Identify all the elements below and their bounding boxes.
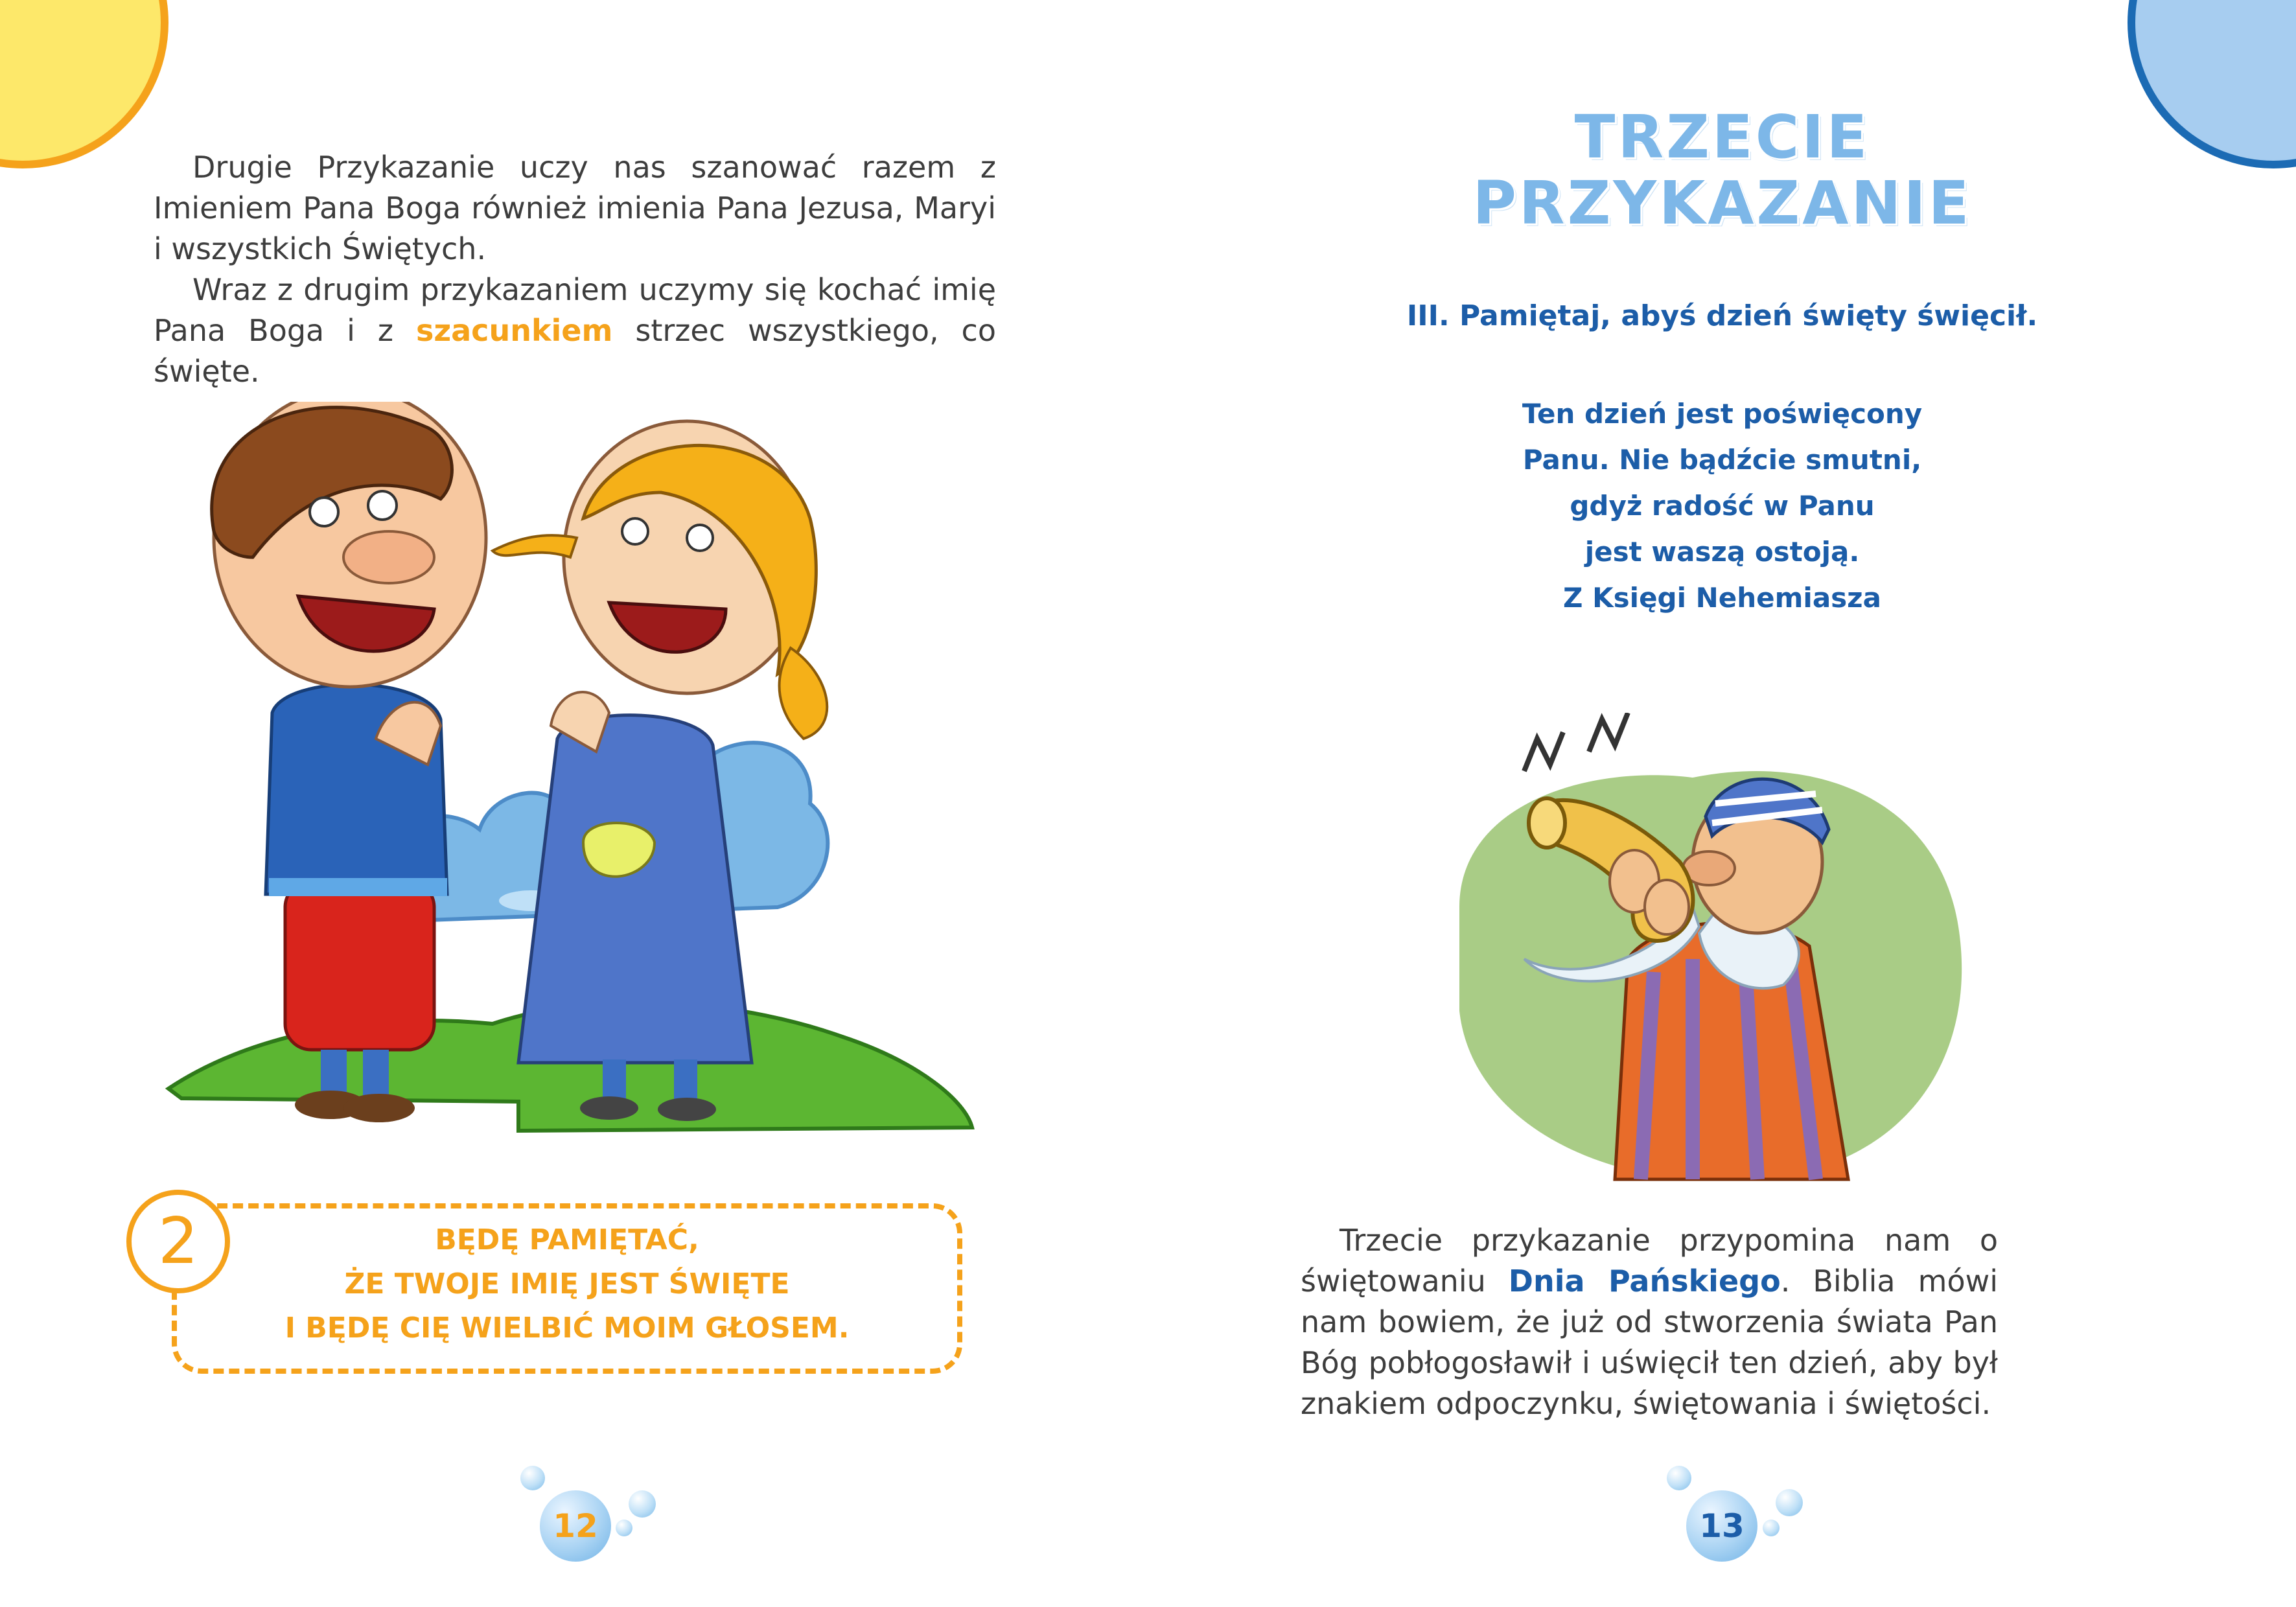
commitment-text [172, 1218, 962, 1350]
quote-source: Z Księgi Nehemiasza [1563, 582, 1881, 614]
shofar-man-illustration [1421, 713, 1991, 1192]
page-number-13: 13 [1686, 1490, 1757, 1562]
intro-paragraph-2: Wraz z drugim przykazaniem uczymy się kochać imię Pana Boga i z szacunkiem strzec wszystkiego, co święte. [154, 272, 996, 389]
body-paragraph: Trzecie przykazanie przypomina nam o świętowaniu Dnia Pańskiego. Biblia mówi nam bowiem, że już od stworzenia świata Pan Bóg pobłogosławił i uświęcił ten dzień, aby był znakiem odpoczynku, świętowania i świętości. [1301, 1223, 1998, 1421]
commitment-line-3: I BĘDĘ CIĘ WIELBIĆ MOIM GŁOSEM. [284, 1312, 850, 1345]
bubble-decoration [629, 1490, 656, 1518]
bubble-decoration [1763, 1520, 1780, 1536]
highlight-dnia-panskiego: Dnia Pańskiego [1508, 1264, 1781, 1299]
commitment-number-badge: 2 [126, 1190, 230, 1293]
corner-decoration-yellow [0, 0, 168, 168]
quote-line-2: Panu. Nie bądźcie smutni, [1522, 444, 1922, 476]
scripture-quote [1148, 391, 2296, 621]
bubble-decoration [616, 1520, 632, 1536]
quote-line-1: Ten dzień jest poświęcony [1522, 398, 1923, 430]
right-page [1148, 0, 2296, 1607]
children-praying-illustration [156, 402, 998, 1140]
page-title-line-1: TRZECIE [1574, 102, 1870, 172]
commandment-text: III. Pamiętaj, abyś dzień święty święcił. [1406, 299, 2038, 332]
bubble-decoration [1776, 1489, 1803, 1516]
bubble-decoration [1667, 1466, 1691, 1490]
highlight-szacunkiem: szacunkiem [415, 313, 613, 348]
commitment-line-1: BĘDĘ PAMIĘTAĆ, [435, 1223, 699, 1256]
quote-line-4: jest waszą ostoją. [1584, 536, 1860, 568]
commitment-line-2: ŻE TWOJE IMIĘ JEST ŚWIĘTE [344, 1267, 790, 1301]
bubble-decoration [520, 1466, 545, 1490]
page-number-12: 12 [540, 1490, 611, 1562]
body-text [1301, 1220, 1998, 1424]
quote-line-3: gdyż radość w Panu [1570, 490, 1875, 522]
intro-text [154, 147, 996, 392]
intro-paragraph-1: Drugie Przykazanie uczy nas szanować razem z Imieniem Pana Boga również imienia Pana Jezusa, Maryi i wszystkich Świętych. [154, 150, 996, 266]
boy-figure [212, 402, 486, 1122]
page-title-line-2: PRZYKAZANIE [1472, 168, 1972, 238]
